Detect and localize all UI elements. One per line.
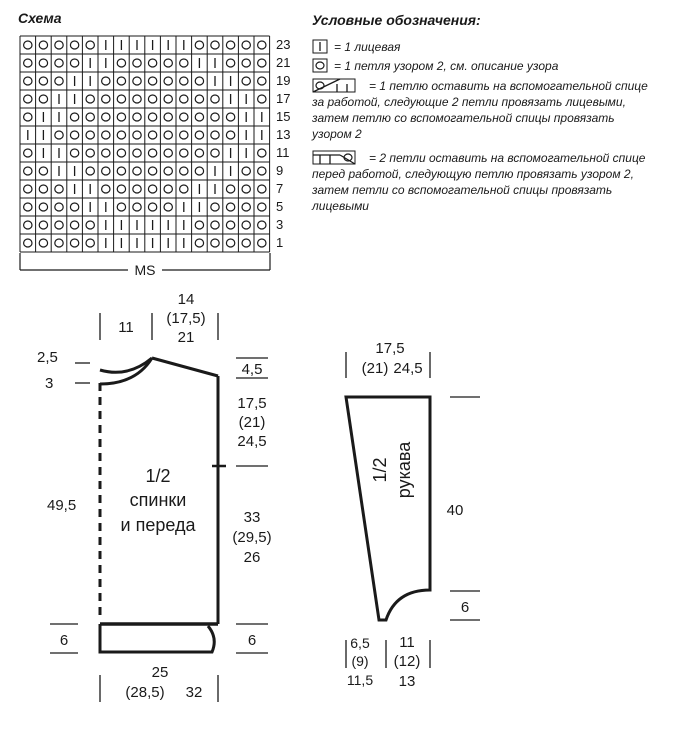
body-piece-label: 1/2: [145, 466, 171, 486]
pattern2-stitch-cell: [102, 95, 110, 103]
pattern2-stitch-cell: [258, 149, 266, 157]
pattern2-stitch-cell: [258, 77, 266, 85]
row-number: 17: [276, 91, 291, 106]
pattern2-stitch-cell: [242, 203, 250, 211]
pattern2-stitch-cell: [133, 77, 141, 85]
pattern2-stitch-cell: [195, 239, 203, 247]
pattern2-stitch-cell: [55, 185, 63, 193]
sleeve-top-small: 17,5: [375, 340, 405, 357]
pattern2-stitch-cell: [148, 185, 156, 193]
pattern2-stitch-cell: [226, 59, 234, 67]
sleeve-top-medium: (21): [361, 360, 389, 377]
pattern2-stitch-cell: [70, 131, 78, 139]
pattern2-stitch-cell: [86, 167, 94, 175]
pattern2-stitch-cell: [39, 221, 47, 229]
body-piece-label: спинки: [129, 490, 187, 510]
pattern2-stitch-cell: [148, 131, 156, 139]
scheme-title: Схема: [18, 10, 62, 26]
side-height-small: 33: [243, 509, 261, 526]
pattern2-stitch-cell: [24, 41, 32, 49]
pattern2-stitch-cell: [211, 203, 219, 211]
pattern2-stitch-cell: [195, 41, 203, 49]
sleeve-cuff-height: 6: [460, 599, 470, 616]
row-number: 7: [276, 181, 284, 196]
pattern2-stitch-cell: [55, 239, 63, 247]
pattern2-stitch-cell: [148, 149, 156, 157]
pattern2-stitch-cell: [195, 167, 203, 175]
pattern2-stitch-cell: [86, 41, 94, 49]
shoulder-slope: 4,5: [241, 361, 263, 378]
pattern2-stitch-cell: [226, 131, 234, 139]
pattern2-stitch-cell: [24, 77, 32, 85]
pattern2-stitch-cell: [258, 41, 266, 49]
pattern2-stitch-cell: [70, 113, 78, 121]
pattern2-stitch-cell: [39, 59, 47, 67]
pattern2-stitch-cell: [70, 149, 78, 157]
pattern2-stitch-cell: [133, 149, 141, 157]
sleeve-piece-label-line: рукава: [394, 441, 414, 499]
bottom-width-large: 32: [185, 684, 203, 701]
pattern2-stitch-cell: [258, 239, 266, 247]
pattern2-stitch-cell: [164, 185, 172, 193]
pattern2-stitch-cell: [102, 167, 110, 175]
pattern2-stitch-cell: [117, 59, 125, 67]
pattern2-stitch-cell: [24, 95, 32, 103]
pattern2-stitch-cell: [258, 59, 266, 67]
pattern2-stitch-cell: [86, 239, 94, 247]
pattern2-stitch-cell: [242, 41, 250, 49]
pattern2-stitch-cell: [148, 77, 156, 85]
pattern2-stitch-cell: [70, 221, 78, 229]
pattern2-stitch-cell: [258, 221, 266, 229]
sleeve-bottom-left-medium: (9): [351, 653, 369, 669]
pattern2-stitch-cell: [148, 59, 156, 67]
cable-front-symbol: [313, 151, 355, 164]
pattern2-stitch-cell: [70, 239, 78, 247]
legend-item-cable-back: узором 2: [312, 127, 362, 141]
sleeve-bottom-left-large: 11,5: [346, 672, 374, 688]
pattern2-stitch-cell: [226, 203, 234, 211]
pattern2-stitch-cell: [226, 239, 234, 247]
pattern2-stitch-cell: [242, 59, 250, 67]
pattern2-stitch-cell: [164, 131, 172, 139]
legend-item-cable-front: лицевыми: [312, 199, 369, 213]
legend-item-knit: = 1 лицевая: [334, 40, 401, 54]
pattern2-stitch-cell: [242, 77, 250, 85]
pattern2-stitch-cell: [24, 167, 32, 175]
bottom-width-medium: (28,5): [125, 684, 165, 701]
pattern2-stitch-cell: [195, 113, 203, 121]
row-number: 11: [276, 145, 290, 160]
top-width-large: 21: [177, 329, 195, 346]
knitting-chart-row-numbers: [276, 37, 290, 250]
pattern2-stitch-cell: [258, 185, 266, 193]
row-number: 9: [276, 163, 284, 178]
pattern2-stitch-cell: [39, 167, 47, 175]
sleeve-top-large: 24,5: [393, 360, 423, 377]
pattern2-stitch-cell: [24, 59, 32, 67]
pattern2-stitch-cell: [24, 185, 32, 193]
pattern2-stitch-cell: [195, 77, 203, 85]
rib-height-right: 6: [247, 632, 257, 649]
pattern2-stitch-cell: [180, 77, 188, 85]
armhole-medium: (21): [238, 414, 266, 431]
pattern2-stitch-cell: [117, 185, 125, 193]
knit-stitch-symbol: [313, 40, 327, 53]
pattern2-stitch-cell: [211, 131, 219, 139]
sleeve-bottom-right-large: 13: [398, 673, 416, 690]
armhole-small: 17,5: [237, 395, 267, 412]
pattern2-stitch-cell: [24, 203, 32, 211]
row-number: 5: [276, 199, 284, 214]
pattern2-stitch-cell: [102, 149, 110, 157]
pattern2-stitch-cell: [164, 149, 172, 157]
pattern2-stitch-cell: [195, 95, 203, 103]
pattern2-stitch-cell: [24, 221, 32, 229]
pattern2-stitch-cell: [226, 185, 234, 193]
pattern2-stitch-cell: [55, 59, 63, 67]
pattern2-stitch-cell: [102, 185, 110, 193]
pattern2-stitch-cell: [86, 95, 94, 103]
pattern2-stitch-cell: [211, 95, 219, 103]
pattern2-stitch-cell: [117, 131, 125, 139]
rib-height-left: 6: [59, 632, 69, 649]
pattern2-stitch-cell: [102, 113, 110, 121]
sleeve-piece-label-line: 1/2: [370, 457, 390, 483]
pattern2-stitch-cell: [86, 131, 94, 139]
pattern2-stitch-cell: [39, 77, 47, 85]
pattern2-stitch-cell: [24, 239, 32, 247]
pattern2-stitch-cell: [211, 113, 219, 121]
pattern2-stitch-cell: [148, 167, 156, 175]
pattern2-stitch-cell: [133, 203, 141, 211]
pattern2-stitch-cell: [195, 149, 203, 157]
sleeve-bottom-right-medium: (12): [393, 653, 421, 670]
cable-back-symbol: [313, 79, 355, 92]
pattern2-stitch-cell: [164, 77, 172, 85]
sleeve-pattern-outline: [346, 397, 430, 620]
pattern2-stitch-cell: [70, 59, 78, 67]
pattern2-stitch-cell: [102, 77, 110, 85]
pattern2-stitch-symbol: [313, 59, 327, 72]
body-piece-label: и переда: [120, 515, 196, 535]
pattern2-stitch-cell: [55, 77, 63, 85]
pattern2-stitch-cell: [24, 113, 32, 121]
row-number: 19: [276, 73, 291, 88]
neck-width: 11: [118, 319, 134, 336]
pattern2-stitch-cell: [180, 113, 188, 121]
pattern2-stitch-cell: [117, 203, 125, 211]
pattern2-stitch-cell: [195, 131, 203, 139]
pattern2-stitch-cell: [180, 167, 188, 175]
pattern2-stitch-cell: [195, 221, 203, 229]
top-width-medium: (17,5): [166, 310, 206, 327]
pattern2-stitch-cell: [70, 41, 78, 49]
pattern2-stitch-cell: [148, 203, 156, 211]
row-number: 21: [276, 55, 291, 70]
legend-item-cable-back: = 1 петлю оставить на вспомогательной спице: [369, 79, 648, 93]
legend-item-cable-front: = 2 петли оставить на вспомогательной спице: [369, 151, 646, 165]
sleeve-length: 40: [446, 502, 464, 519]
pattern2-stitch-cell: [242, 221, 250, 229]
pattern2-stitch-cell: [133, 95, 141, 103]
repeat-label: MS: [134, 262, 156, 278]
row-number: 23: [276, 37, 291, 52]
legend-item-cable-back: затем петлю со вспомогательной спицы провязать: [312, 111, 615, 125]
side-height-large: 26: [243, 549, 261, 566]
pattern2-stitch-cell: [55, 131, 63, 139]
pattern2-stitch-cell: [258, 95, 266, 103]
pattern2-stitch-cell: [117, 149, 125, 157]
pattern2-stitch-cell: [55, 203, 63, 211]
legend-item-cable-back: за работой, следующие 2 петли провязать лицевыми,: [312, 95, 626, 109]
legend-item-pattern2: = 1 петля узором 2, см. описание узора: [334, 59, 559, 73]
pattern2-stitch-cell: [133, 185, 141, 193]
neck-depth-front: 3: [45, 375, 54, 392]
pattern2-stitch-cell: [39, 95, 47, 103]
pattern2-stitch-cell: [55, 41, 63, 49]
pattern2-stitch-cell: [258, 167, 266, 175]
pattern2-stitch-cell: [117, 77, 125, 85]
pattern2-stitch-cell: [148, 95, 156, 103]
top-width-small: 14: [177, 291, 195, 308]
pattern2-stitch-cell: [133, 167, 141, 175]
pattern2-stitch-cell: [226, 113, 234, 121]
row-number: 13: [276, 127, 291, 142]
pattern2-stitch-cell: [102, 131, 110, 139]
pattern2-stitch-cell: [70, 203, 78, 211]
pattern2-stitch-cell: [211, 41, 219, 49]
pattern2-stitch-cell: [164, 203, 172, 211]
row-number: 15: [276, 109, 291, 124]
pattern2-stitch-cell: [39, 203, 47, 211]
row-number: 1: [276, 235, 284, 250]
pattern2-stitch-cell: [117, 95, 125, 103]
side-height-medium: (29,5): [232, 529, 272, 546]
sleeve-bottom-right-small: 11: [399, 634, 415, 651]
pattern2-stitch-cell: [180, 131, 188, 139]
pattern2-stitch-cell: [164, 59, 172, 67]
pattern2-stitch-cell: [226, 221, 234, 229]
pattern2-stitch-cell: [180, 95, 188, 103]
pattern2-stitch-cell: [86, 113, 94, 121]
pattern2-stitch-cell: [117, 113, 125, 121]
pattern2-stitch-cell: [242, 239, 250, 247]
pattern2-stitch-cell: [242, 185, 250, 193]
pattern2-stitch-cell: [39, 41, 47, 49]
legend-item-cable-front: затем петли со вспомогательной спицы провязать: [312, 183, 613, 197]
pattern2-stitch-cell: [211, 221, 219, 229]
bottom-width-small: 25: [151, 664, 169, 681]
pattern2-stitch-cell: [211, 239, 219, 247]
pattern2-stitch-cell: [180, 59, 188, 67]
pattern2-stitch-cell: [164, 95, 172, 103]
pattern2-stitch-cell: [242, 167, 250, 175]
pattern2-stitch-cell: [117, 167, 125, 175]
sleeve-piece-label: [370, 441, 414, 498]
legend-title: Условные обозначения:: [312, 12, 481, 28]
total-height: 49,5: [47, 497, 77, 514]
pattern2-stitch-cell: [39, 239, 47, 247]
pattern2-stitch-cell: [180, 185, 188, 193]
knitting-chart-grid: [20, 36, 270, 252]
pattern2-stitch-cell: [133, 113, 141, 121]
pattern2-stitch-cell: [133, 131, 141, 139]
row-number: 3: [276, 217, 284, 232]
pattern2-stitch-cell: [180, 149, 188, 157]
armhole-large: 24,5: [237, 433, 267, 450]
pattern2-stitch-cell: [258, 203, 266, 211]
pattern2-stitch-cell: [211, 149, 219, 157]
legend-item-cable-front: перед работой, следующую петлю провязать узором 2,: [312, 167, 634, 181]
pattern2-stitch-cell: [164, 167, 172, 175]
pattern2-stitch-cell: [86, 149, 94, 157]
pattern2-stitch-cell: [164, 113, 172, 121]
pattern2-stitch-cell: [55, 221, 63, 229]
pattern2-stitch-cell: [148, 113, 156, 121]
neck-depth-back: 2,5: [37, 349, 58, 366]
pattern2-stitch-cell: [226, 41, 234, 49]
sleeve-bottom-left-small: 6,5: [350, 635, 370, 651]
pattern2-stitch-cell: [39, 185, 47, 193]
pattern2-stitch-cell: [24, 149, 32, 157]
pattern2-stitch-cell: [133, 59, 141, 67]
pattern2-stitch-cell: [86, 221, 94, 229]
